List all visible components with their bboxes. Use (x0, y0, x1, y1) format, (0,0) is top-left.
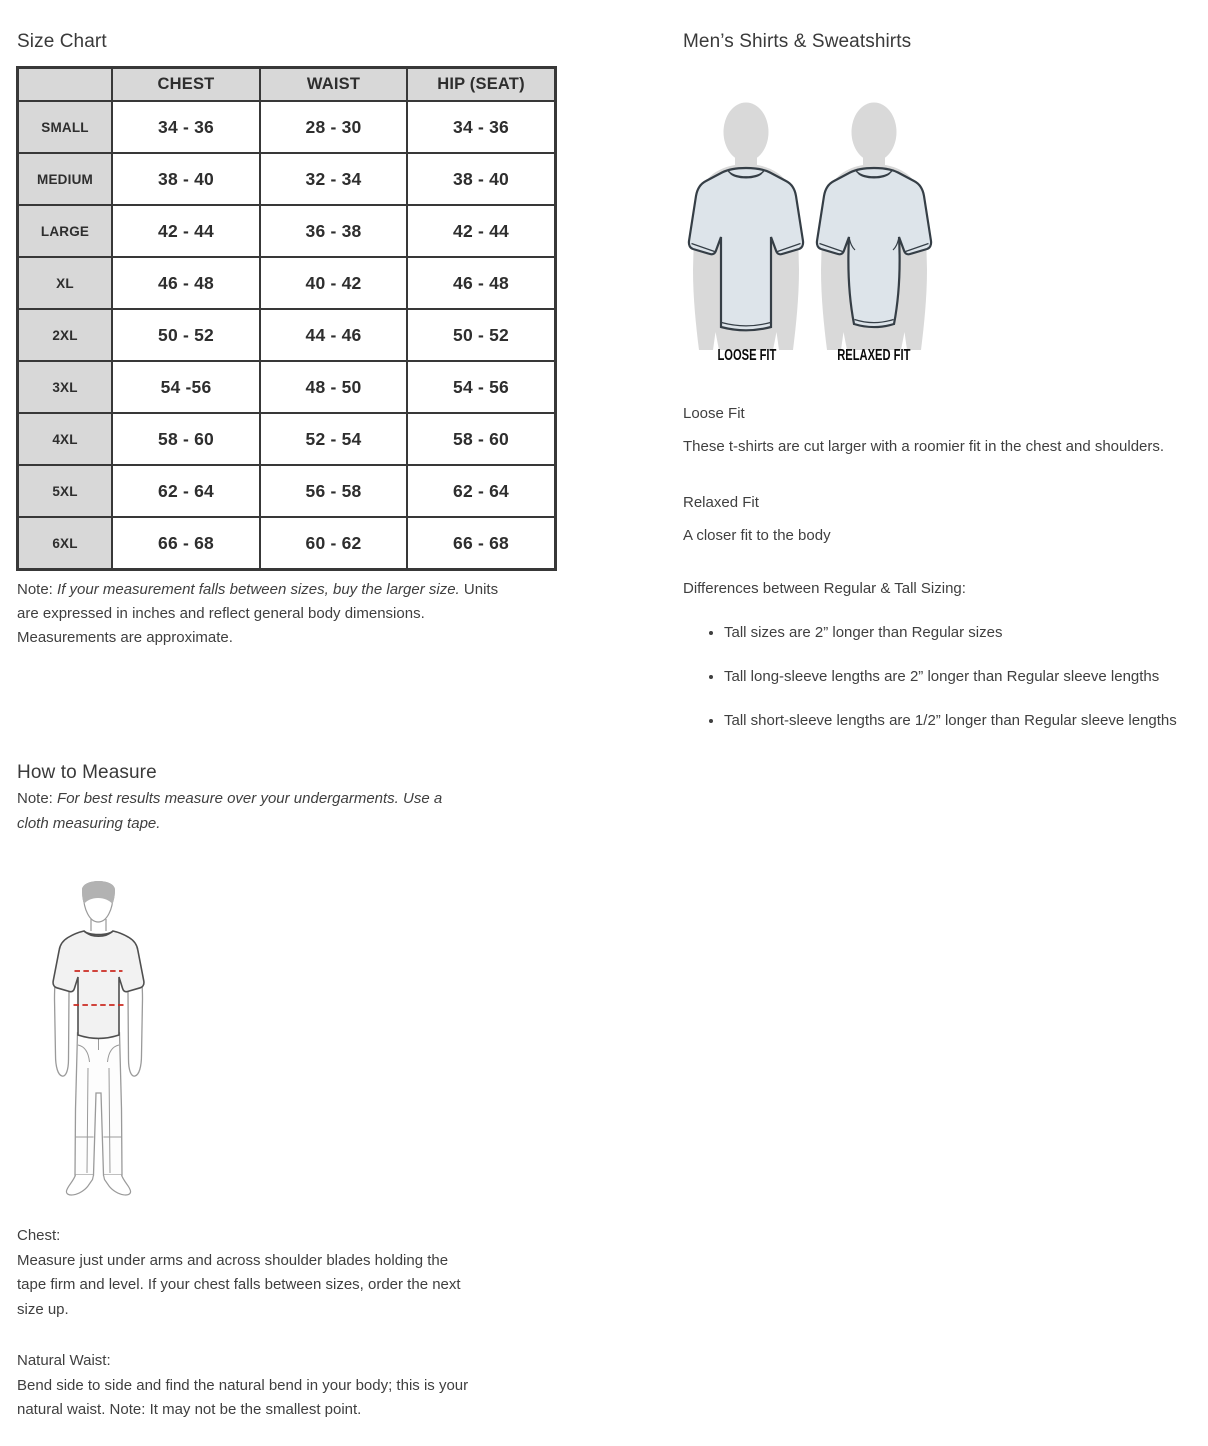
table-row (18, 153, 556, 205)
size-chart-title: Size Chart (17, 31, 107, 52)
hip-value: 50 - 52 (407, 309, 556, 361)
column-header-waist: WAIST (260, 68, 407, 102)
note-label: Note: (17, 581, 53, 598)
waist-value: 36 - 38 (260, 205, 407, 257)
size-chart-note (17, 578, 509, 650)
chest-value: 42 - 44 (112, 205, 260, 257)
loose-fit-description: These t-shirts are cut larger with a roomier fit in the chest and shoulders. (683, 438, 1165, 455)
column-header-chest: CHEST (112, 68, 260, 102)
chest-value: 66 - 68 (112, 517, 260, 570)
tall-sizing-item: • Tall long-sleeve lengths are 2” longer than Regular sleeve lengths (724, 665, 1208, 688)
row-label: 4XL (18, 413, 113, 465)
row-label: LARGE (18, 205, 113, 257)
chest-value: 62 - 64 (112, 465, 260, 517)
row-label: 3XL (18, 361, 113, 413)
chest-label: Chest: (17, 1227, 61, 1244)
hip-value: 62 - 64 (407, 465, 556, 517)
waist-value: 32 - 34 (260, 153, 407, 205)
waist-value: 28 - 30 (260, 101, 407, 153)
waist-note-label: Note: (109, 1401, 146, 1418)
hip-value: 46 - 48 (407, 257, 556, 309)
waist-value: 60 - 62 (260, 517, 407, 570)
relaxed-fit-badge-text: RELAXED FIT (837, 347, 911, 364)
table-header-row (18, 68, 556, 102)
tall-sizing-item: • Tall short-sleeve lengths are 1/2” longer than Regular sleeve lengths (724, 709, 1208, 732)
chest-value: 58 - 60 (112, 413, 260, 465)
note-italic-text: If your measurement falls between sizes, buy the larger size. (57, 581, 460, 598)
waist-note-text: It may not be the smallest point. (149, 1401, 362, 1418)
figure-pants (75, 1033, 122, 1175)
row-label: MEDIUM (18, 153, 113, 205)
natural-waist-instructions (17, 1349, 469, 1423)
measure-note-italic: For best results measure over your undergarments. Use a cloth measuring tape. (17, 790, 443, 832)
hip-value: 42 - 44 (407, 205, 556, 257)
fit-comparison-illustration (683, 98, 937, 350)
row-label: 5XL (18, 465, 113, 517)
row-label: 2XL (18, 309, 113, 361)
natural-waist-label: Natural Waist: (17, 1352, 111, 1369)
note-rest-text: Units are expressed in inches and reflect general body dimensions. Measurements are approximate. (17, 581, 499, 646)
relaxed-fit-badge (810, 347, 938, 365)
table-row (18, 101, 556, 153)
size-chart-table (16, 66, 557, 571)
how-to-measure-title: How to Measure (17, 762, 157, 783)
table-row (18, 257, 556, 309)
relaxed-fit-heading: Relaxed Fit (683, 494, 759, 511)
loose-fit-figure (689, 103, 803, 351)
chest-value: 54 -56 (112, 361, 260, 413)
measure-note (17, 786, 449, 836)
loose-fit-heading: Loose Fit (683, 405, 745, 422)
chest-text: Measure just under arms and across shoulder blades holding the tape firm and level. If your chest falls between sizes, order the next size up. (17, 1251, 461, 1318)
waist-value: 44 - 46 (260, 309, 407, 361)
table-row (18, 517, 556, 570)
loose-fit-badge (683, 347, 811, 365)
loose-fit-badge-text: LOOSE FIT (717, 347, 777, 364)
tall-sizing-heading: Differences between Regular & Tall Sizing: (683, 580, 966, 597)
waist-value: 56 - 58 (260, 465, 407, 517)
table-row (18, 205, 556, 257)
figure-left-foot (66, 1175, 93, 1195)
chest-value: 46 - 48 (112, 257, 260, 309)
chest-value: 38 - 40 (112, 153, 260, 205)
chest-instructions (17, 1224, 464, 1322)
row-label: 6XL (18, 517, 113, 570)
row-label: XL (18, 257, 113, 309)
table-row (18, 309, 556, 361)
table-row (18, 465, 556, 517)
hip-value: 54 - 56 (407, 361, 556, 413)
natural-waist-text: Bend side to side and find the natural bend in your body; this is your natural waist. (17, 1376, 469, 1418)
waist-value: 52 - 54 (260, 413, 407, 465)
row-label: SMALL (18, 101, 113, 153)
chest-value: 50 - 52 (112, 309, 260, 361)
relaxed-fit-figure (817, 103, 931, 351)
note-label: Note: (17, 790, 53, 807)
relaxed-fit-description: A closer fit to the body (683, 527, 831, 544)
table-corner-cell (18, 68, 113, 102)
hip-value: 34 - 36 (407, 101, 556, 153)
hip-value: 58 - 60 (407, 413, 556, 465)
table-row (18, 361, 556, 413)
measure-figure-illustration (46, 873, 152, 1207)
table-row (18, 413, 556, 465)
tall-sizing-list (706, 621, 1208, 753)
waist-value: 48 - 50 (260, 361, 407, 413)
tall-sizing-item: • Tall sizes are 2” longer than Regular sizes (724, 621, 1208, 644)
hip-value: 66 - 68 (407, 517, 556, 570)
mens-shirts-title: Men’s Shirts & Sweatshirts (683, 31, 912, 52)
figure-right-foot (104, 1175, 131, 1195)
waist-value: 40 - 42 (260, 257, 407, 309)
column-header-hip: HIP (SEAT) (407, 68, 556, 102)
chest-value: 34 - 36 (112, 101, 260, 153)
hip-value: 38 - 40 (407, 153, 556, 205)
